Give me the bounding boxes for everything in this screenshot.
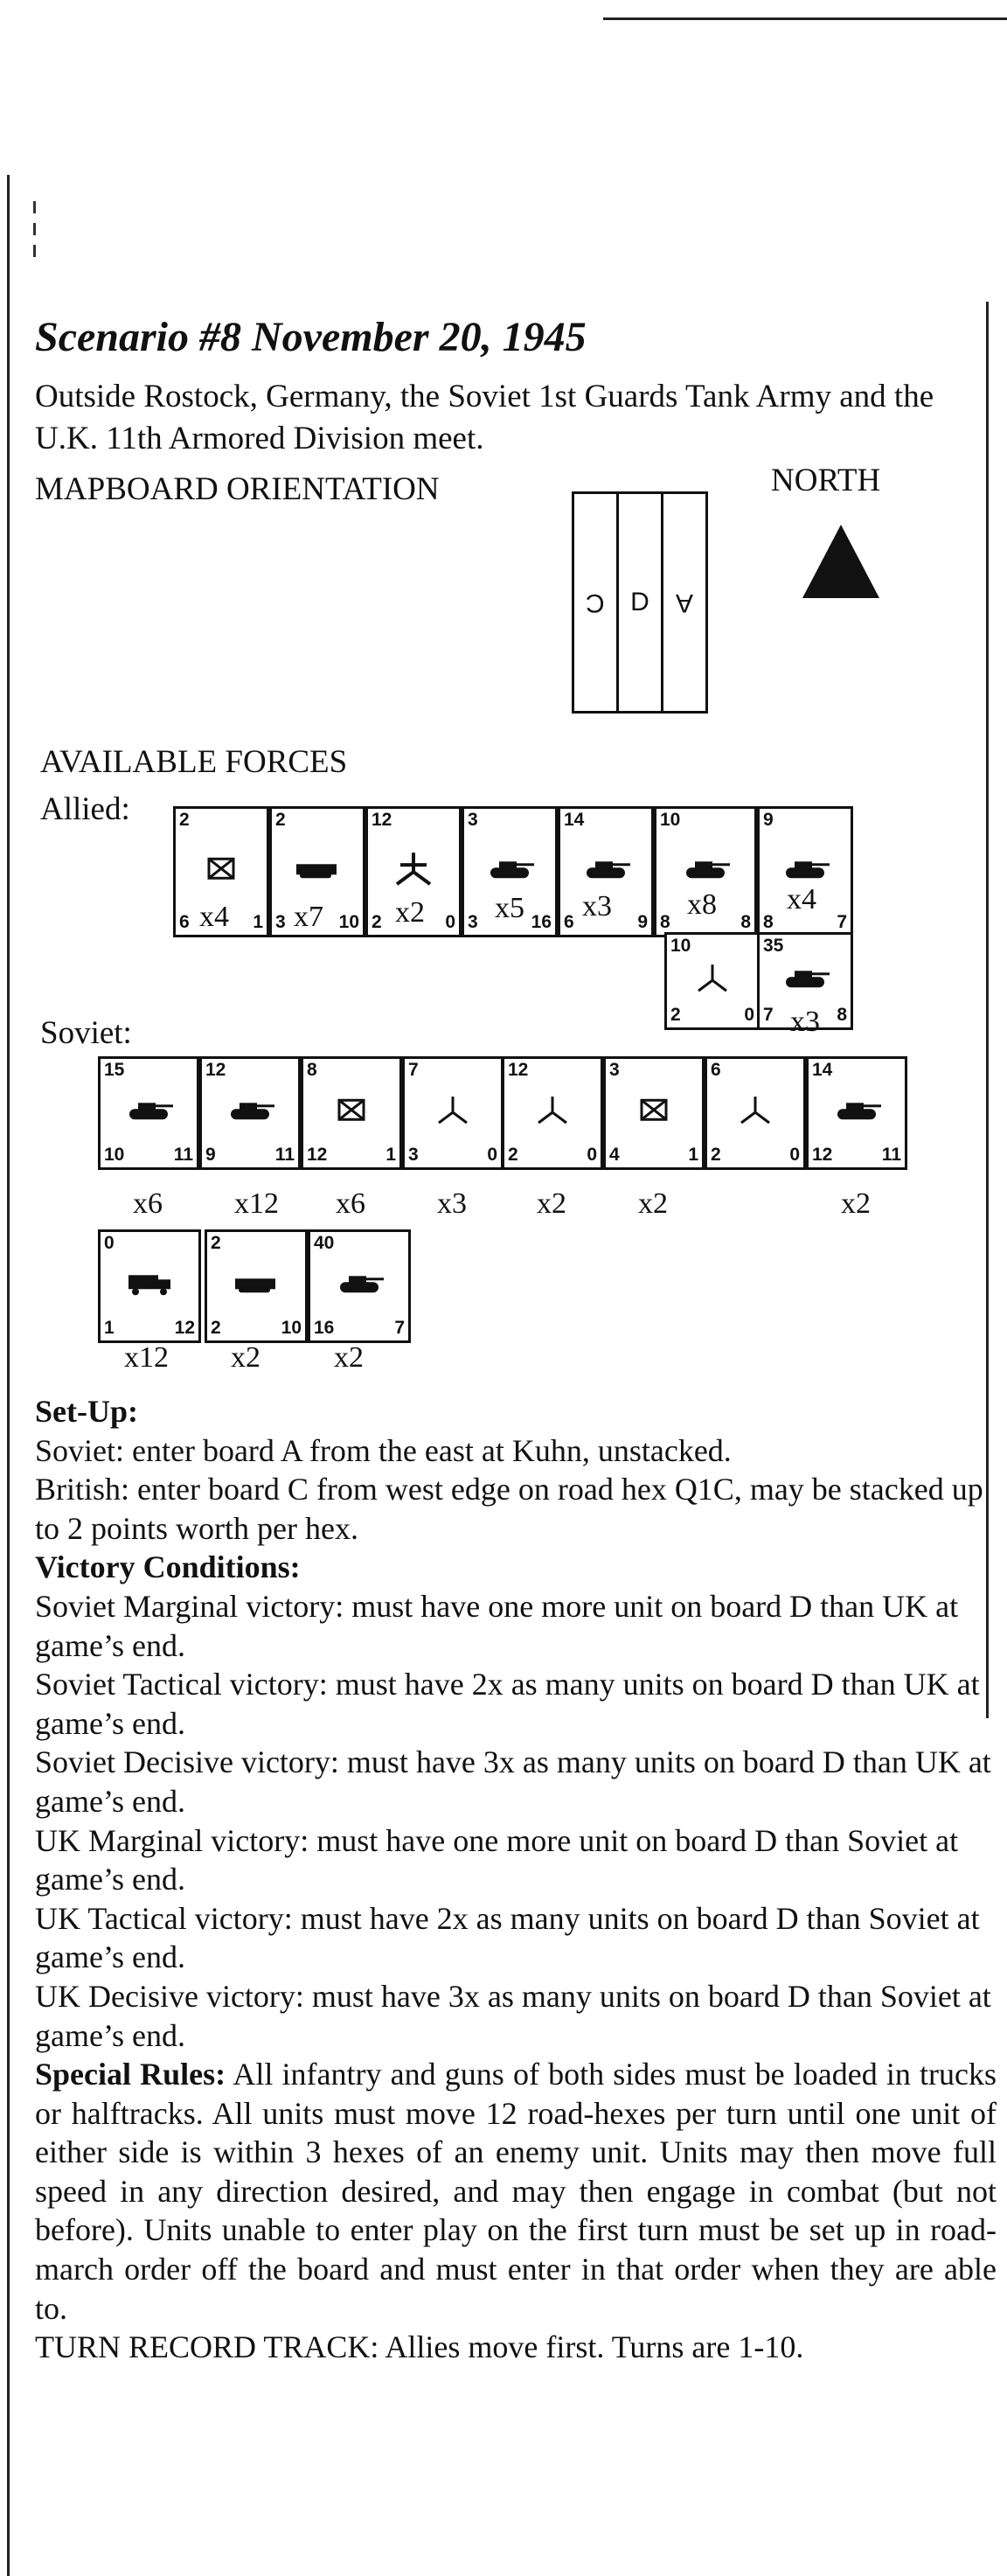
- counter-move-value: 11: [173, 1145, 193, 1165]
- soviet-counter: [603, 1056, 705, 1170]
- counter-attack-value: 10: [660, 810, 681, 830]
- counter-attack-value: 15: [104, 1060, 125, 1080]
- allied-counter: [664, 932, 760, 1030]
- counter-defense-value: 10: [104, 1145, 125, 1165]
- artillery-icon: [392, 851, 435, 891]
- victory-condition: UK Tactical victory: must have 2x as many units on board D than Soviet at game’s end.: [35, 1900, 980, 1975]
- counter-attack-value: 12: [205, 1060, 226, 1080]
- victory-condition: UK Decisive victory: must have 3x as many units on board D than Soviet at game’s end.: [35, 1978, 991, 2053]
- soviet-counter: [98, 1229, 201, 1343]
- counter-attack-value: 35: [763, 936, 784, 956]
- infantry-icon: [636, 1097, 671, 1128]
- counter-defense-value: 12: [812, 1145, 833, 1165]
- counter-defense-value: 2: [670, 1005, 681, 1025]
- counter-defense-value: 12: [307, 1145, 328, 1165]
- soviet-counter: [199, 1056, 301, 1170]
- counter-attack-value: 3: [609, 1060, 620, 1080]
- counter-attack-value: 2: [211, 1233, 221, 1253]
- margin-dash: [33, 201, 36, 213]
- counter-move-value: 12: [174, 1318, 195, 1338]
- counter-quantity: x2: [334, 1341, 364, 1374]
- halftrack-icon: [291, 855, 344, 887]
- counter-quantity: x6: [336, 1187, 365, 1220]
- counter-attack-value: 2: [275, 810, 286, 830]
- tank-icon: [333, 1270, 385, 1301]
- victory-condition: Soviet Decisive victory: must have 3x as many units on board D than UK at game’s end.: [35, 1744, 991, 1819]
- counter-move-value: 1: [253, 912, 263, 932]
- counter-defense-value: 9: [205, 1145, 216, 1165]
- counter-move-value: 11: [274, 1145, 295, 1165]
- soviet-counter: [806, 1056, 907, 1170]
- counter-quantity: x4: [199, 901, 229, 933]
- counter-move-value: 0: [487, 1145, 497, 1165]
- victory-condition: Soviet Tactical victory: must have 2x as many units on board D than UK at game’s end.: [35, 1667, 980, 1741]
- counter-move-value: 0: [587, 1145, 597, 1165]
- counter-quantity: x2: [537, 1187, 566, 1220]
- counter-defense-value: 6: [564, 912, 574, 932]
- counter-attack-value: 2: [179, 810, 190, 830]
- counter-defense-value: 16: [314, 1318, 335, 1338]
- tank-icon: [483, 855, 536, 887]
- counter-move-value: 10: [338, 912, 359, 932]
- tank-icon: [580, 855, 632, 887]
- counter-move-value: 8: [837, 1005, 847, 1025]
- counter-move-value: 7: [837, 912, 847, 932]
- counter-quantity: x3: [437, 1187, 467, 1220]
- counter-attack-value: 12: [508, 1060, 529, 1080]
- top-rule: [603, 17, 1007, 20]
- counter-quantity: x3: [582, 890, 612, 922]
- special-rules: [35, 2055, 997, 2328]
- rules-text: [35, 1392, 997, 2367]
- board-c-letter: C: [586, 588, 605, 617]
- special-rules-text: All infantry and guns of both sides must be loaded in trucks or halftracks. All units must move 12 road-hexes per turn until one unit of either side is within 3 hexes of an enemy unit. Units may then move full speed in any direction desired, and may then engage in combat (but not before). Units unable to enter play on the first turn must be set up in road-march order off the board and must enter in that order when they are able to.: [35, 2057, 997, 2326]
- tank-icon: [830, 1097, 883, 1128]
- counter-quantity: x8: [687, 888, 717, 921]
- scenario-intro: Outside Rostock, Germany, the Soviet 1st Guards Tank Army and the U.K. 11th Armored Division meet.: [35, 379, 934, 456]
- counter-attack-value: 9: [763, 810, 774, 830]
- counter-defense-value: 3: [468, 912, 478, 932]
- counter-defense-value: 3: [275, 912, 286, 932]
- counter-defense-value: 8: [660, 912, 670, 932]
- truck-icon: [123, 1270, 176, 1301]
- north-arrow-icon: [802, 525, 879, 598]
- allied-counter: [757, 806, 853, 937]
- counter-quantity: x12: [234, 1187, 279, 1220]
- infantry-icon: [334, 1097, 369, 1128]
- counter-attack-value: 8: [307, 1060, 317, 1080]
- soviet-counter: [502, 1056, 603, 1170]
- margin-dash: [33, 245, 36, 257]
- soviet-counter: [98, 1056, 199, 1170]
- counter-quantity: x3: [790, 1006, 820, 1038]
- tank-icon: [122, 1097, 175, 1128]
- counter-attack-value: 14: [812, 1060, 833, 1080]
- counter-defense-value: 1: [104, 1318, 115, 1338]
- counter-quantity: x2: [638, 1187, 668, 1220]
- counter-quantity: x4: [787, 883, 816, 916]
- counter-move-value: 0: [744, 1005, 754, 1025]
- counter-defense-value: 4: [609, 1145, 620, 1165]
- soviet-label: Soviet:: [40, 1015, 132, 1051]
- board-d: [616, 494, 661, 711]
- counter-move-value: 11: [881, 1145, 901, 1165]
- counter-defense-value: 6: [179, 912, 190, 932]
- tank-icon: [779, 964, 831, 996]
- counter-quantity: x6: [133, 1187, 163, 1220]
- mapboard-orientation-label: MAPBOARD ORIENTATION: [35, 471, 440, 507]
- tank-icon: [679, 855, 732, 887]
- counter-attack-value: 10: [670, 936, 691, 956]
- counter-move-value: 0: [789, 1145, 800, 1165]
- setup-soviet: Soviet: enter board A from the east at Kuhn, unstacked.: [35, 1432, 732, 1468]
- board-a-letter: A: [675, 588, 693, 617]
- counter-move-value: 9: [637, 912, 648, 932]
- counter-move-value: 16: [531, 912, 552, 932]
- gun-icon: [434, 1093, 472, 1131]
- counter-defense-value: 7: [763, 1005, 774, 1025]
- infantry-icon: [204, 855, 239, 887]
- counter-defense-value: 2: [211, 1318, 221, 1338]
- tank-icon: [779, 855, 831, 887]
- counter-move-value: 1: [688, 1145, 698, 1165]
- left-margin-rule: [7, 175, 10, 2576]
- counter-defense-value: 2: [711, 1145, 721, 1165]
- soviet-counter: [705, 1056, 806, 1170]
- counter-attack-value: 6: [711, 1060, 721, 1080]
- counter-attack-value: 14: [564, 810, 585, 830]
- counter-move-value: 10: [281, 1318, 302, 1338]
- soviet-counter: [205, 1229, 308, 1343]
- board-a: [661, 494, 705, 711]
- counter-defense-value: 8: [763, 912, 774, 932]
- tank-icon: [224, 1097, 276, 1128]
- victory-heading: Victory Conditions:: [35, 1549, 301, 1585]
- counter-defense-value: 2: [508, 1145, 518, 1165]
- counter-attack-value: 0: [104, 1233, 115, 1253]
- available-forces-heading: AVAILABLE FORCES: [40, 744, 348, 780]
- soviet-counter: [308, 1229, 411, 1343]
- north-label: NORTH: [771, 463, 881, 498]
- counter-attack-value: 7: [408, 1060, 419, 1080]
- special-rules-heading: Special Rules:: [35, 2057, 226, 2092]
- margin-dash: [33, 223, 36, 235]
- setup-british: British: enter board C from west edge on road hex Q1C, may be stacked up to 2 points worth per hex.: [35, 1472, 983, 1546]
- halftrack-icon: [230, 1270, 282, 1301]
- board-c: [574, 494, 616, 711]
- counter-attack-value: 40: [314, 1233, 335, 1253]
- counter-move-value: 1: [385, 1145, 396, 1165]
- counter-quantity: x2: [395, 896, 425, 929]
- setup-heading: Set-Up:: [35, 1394, 138, 1429]
- victory-condition: Soviet Marginal victory: must have one more unit on board D than UK at game’s end.: [35, 1588, 959, 1663]
- victory-condition: UK Marginal victory: must have one more unit on board D than Soviet at game’s end.: [35, 1822, 959, 1897]
- counter-quantity: x12: [124, 1341, 169, 1374]
- gun-icon: [693, 961, 732, 999]
- counter-quantity: x7: [294, 901, 323, 933]
- allied-label: Allied:: [40, 791, 130, 827]
- gun-icon: [736, 1093, 774, 1131]
- counter-attack-value: 3: [468, 810, 478, 830]
- counter-quantity: x2: [841, 1187, 871, 1220]
- board-d-letter: D: [630, 588, 649, 616]
- counter-quantity: x2: [231, 1341, 260, 1374]
- mapboard-diagram: [572, 491, 708, 714]
- soviet-counter: [402, 1056, 504, 1170]
- counter-quantity: x5: [495, 892, 524, 924]
- counter-defense-value: 3: [408, 1145, 419, 1165]
- counter-attack-value: 12: [372, 810, 392, 830]
- soviet-counter: [301, 1056, 402, 1170]
- counter-defense-value: 2: [372, 912, 382, 932]
- counter-move-value: 8: [740, 912, 751, 932]
- turn-record-track: TURN RECORD TRACK: Allies move first. Turns are 1-10.: [35, 2329, 804, 2365]
- counter-move-value: 7: [394, 1318, 405, 1338]
- gun-icon: [533, 1093, 572, 1131]
- scenario-title: Scenario #8 November 20, 1945: [35, 314, 587, 360]
- counter-move-value: 0: [445, 912, 455, 932]
